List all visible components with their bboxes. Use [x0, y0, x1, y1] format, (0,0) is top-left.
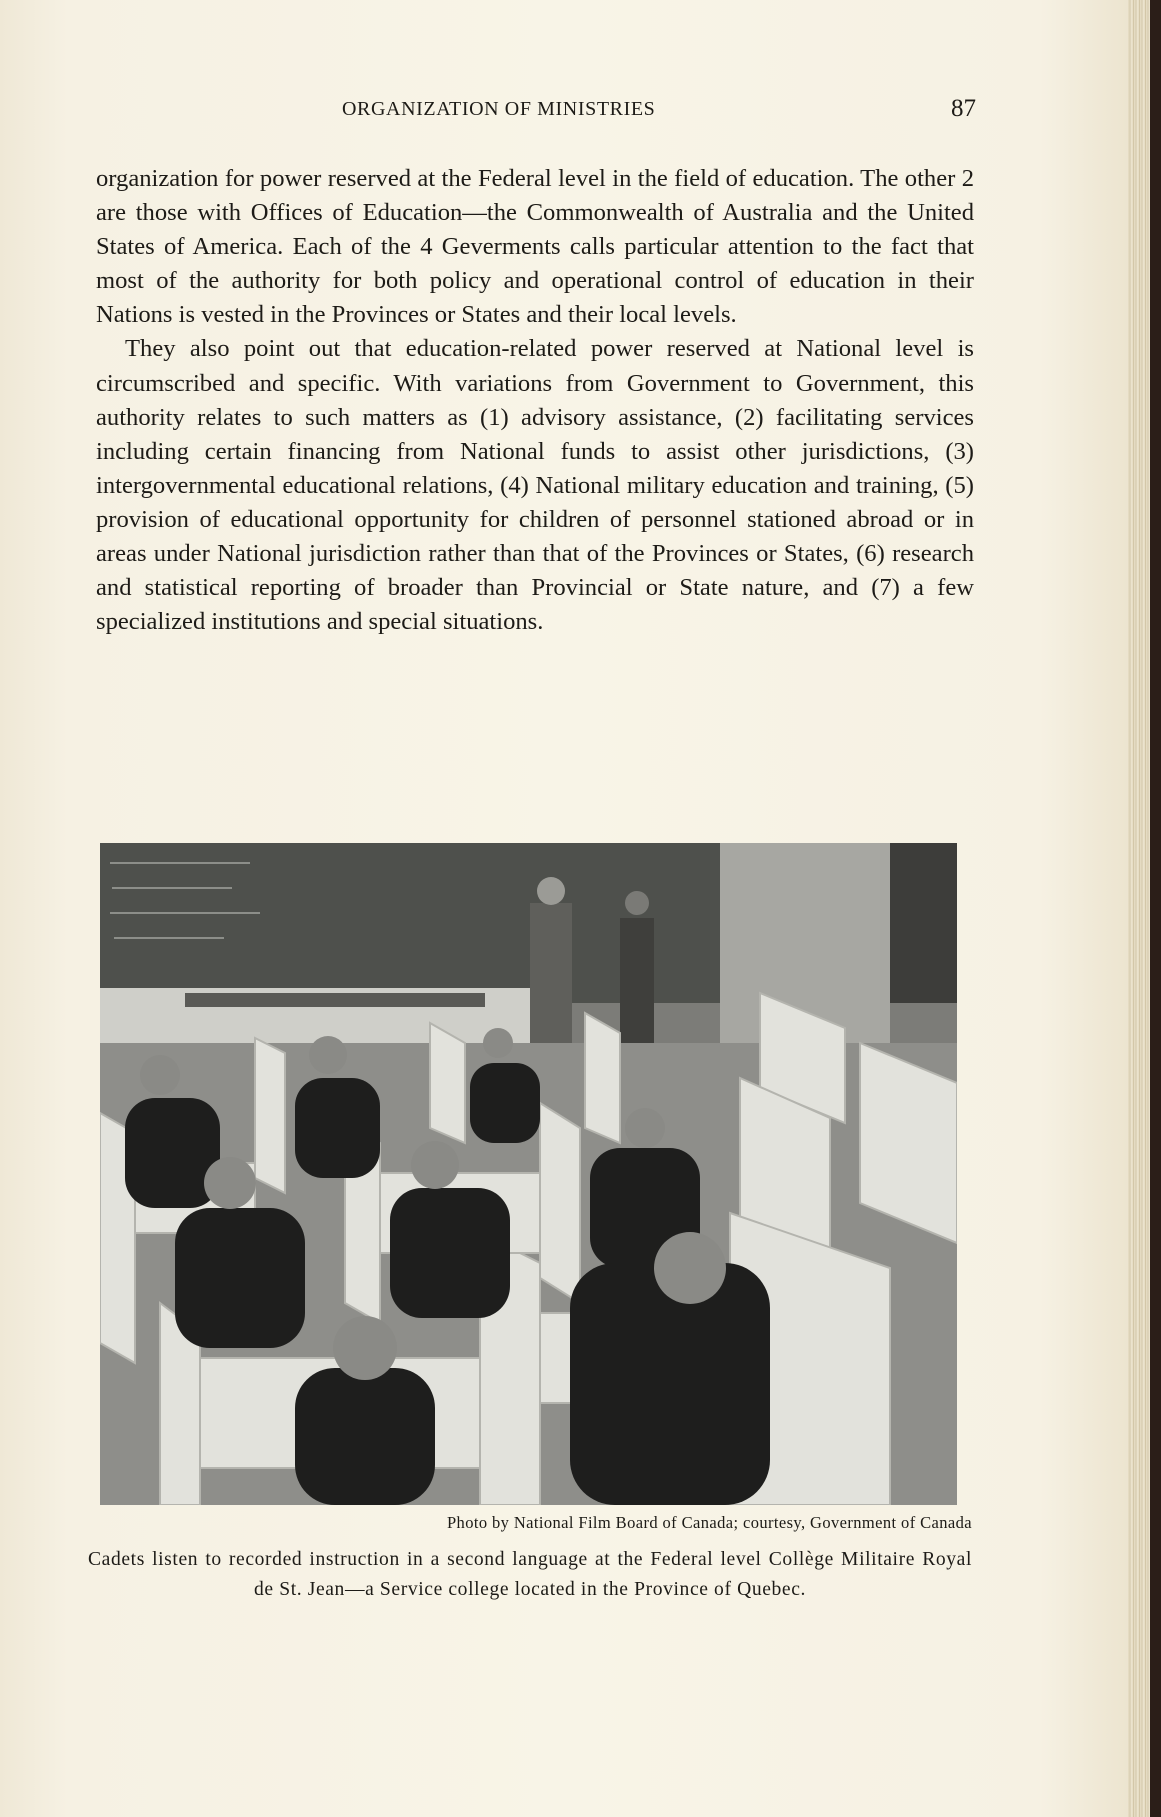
classroom-photo: [100, 843, 957, 1505]
photo-credit: Photo by National Film Board of Canada; courtesy, Government of Canada: [446, 1513, 972, 1532]
page-number: 87: [951, 95, 976, 122]
paragraph: They also point out that education-related power reserved at National level is circumscribed and specific. With variations from Government to Government, this authority relates to such matters as (1) advisory assistance, (2) facilitating services including certain financing from National funds to assist other jurisdictions, (3) intergovernmental educational relations, (4) National military education and training, (5) provision of educational opportunity for children of personnel stationed abroad or in areas under National jurisdiction rather than that of the Provinces or States, (6) research and statistical reporting of broader than Provincial or State nature, and (7) a few specialized institutions and special situations.: [96, 335, 974, 636]
language-lab-illustration: [100, 843, 957, 1505]
photo-caption: Cadets listen to recorded instruction in a second language at the Federal level Collège Militaire Royal de St. Jean—a Service college located in the Province of Quebec.: [88, 1549, 972, 1600]
running-head: ORGANIZATION OF MINISTRIES: [342, 98, 656, 120]
book-cover-edge: [1150, 0, 1161, 1817]
body-text: [96, 162, 974, 639]
page-header: [96, 95, 976, 130]
paragraph: organization for power reserved at the Federal level in the field of education. The other 2 are those with Offices of Education—the Commonwealth of Australia and the United States of America. Each of the 4 Geverments calls particular attention to the fact that most of the authority for both policy and operational control of education in their Nations is vested in the Provinces or States and their local levels.: [96, 165, 974, 329]
